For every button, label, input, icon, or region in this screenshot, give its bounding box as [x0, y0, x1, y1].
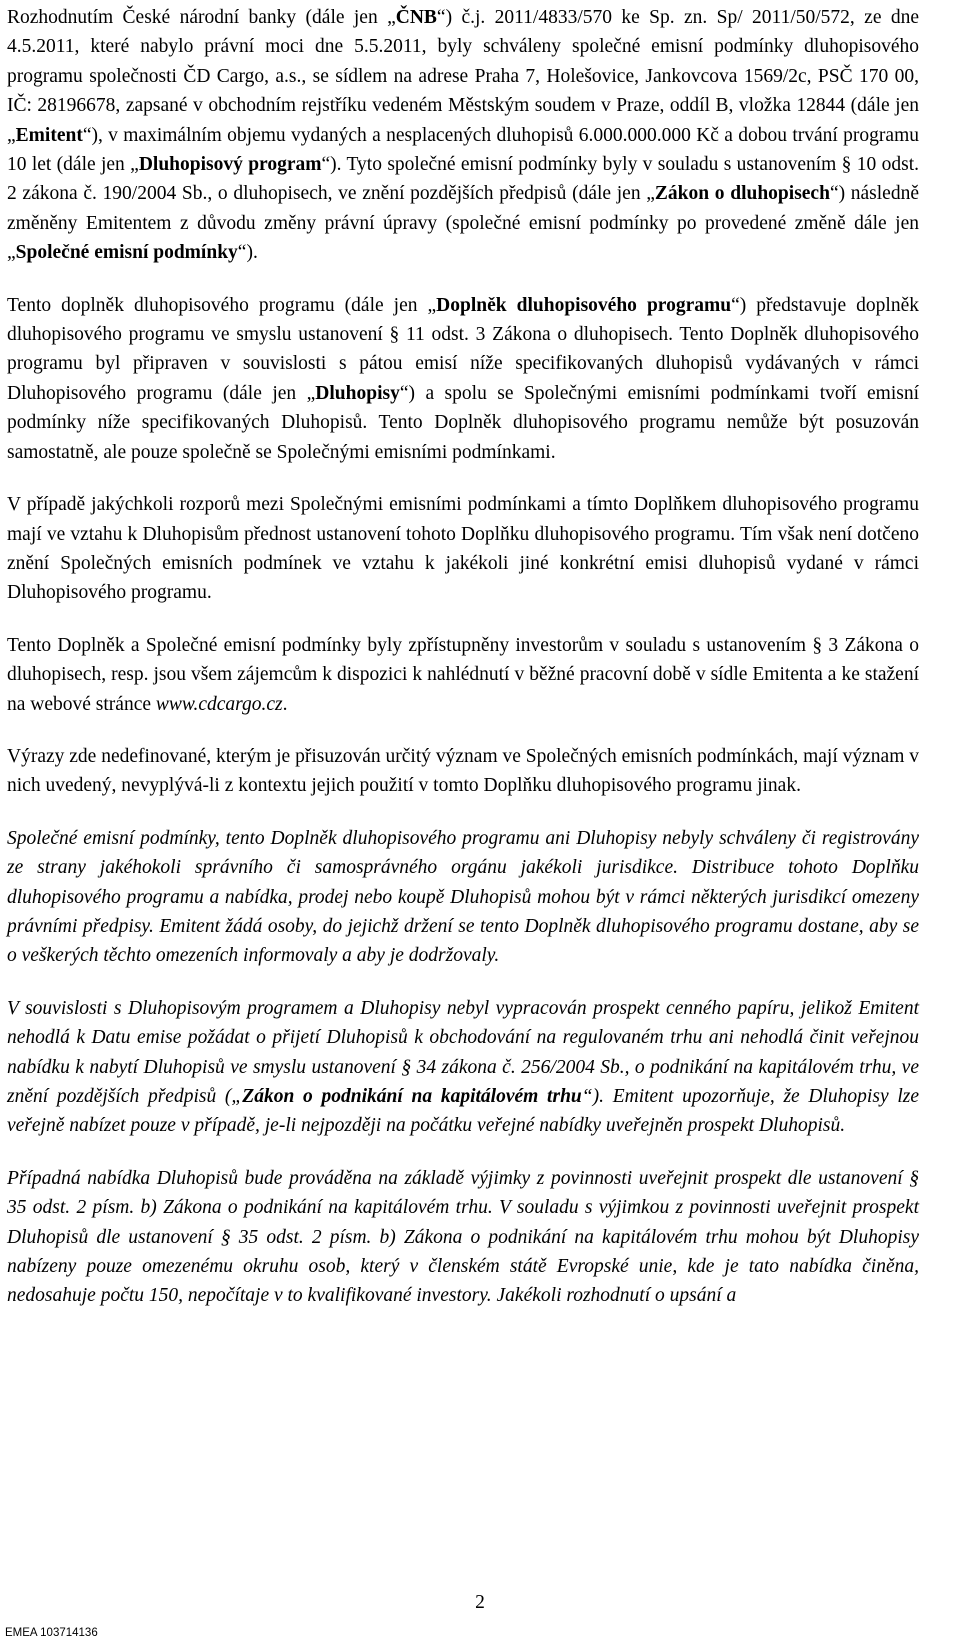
defined-term: Doplněk dluhopisového programu [436, 294, 732, 316]
paragraph-text: “). Tyto společné emisní podmínky byly v souladu s ustanovením § 10 odst. 2 zákona č. 190/2004 Sb., o dluhopisech, ve znění pozdějších předpisů (dále jen „ [7, 154, 919, 205]
paragraph-text: . [282, 693, 288, 715]
defined-term: Emitent [15, 124, 83, 146]
footer-document-code: EMEA 103714136 [5, 1627, 98, 1639]
paragraph-text: “), v maximálním objemu vydaných a nesplacených dluhopisů 6.000.000.000 Kč a dobou trvání programu 10 let (dále jen „ [7, 124, 919, 176]
paragraph-availability [7, 631, 919, 719]
paragraph-no-approval-notice [7, 824, 919, 971]
paragraph-text: Rozhodnutím České národní banky (dále jen „ [7, 7, 396, 28]
defined-term: ČNB [395, 7, 437, 28]
website-link-text: www.cdcargo.cz [155, 693, 283, 715]
defined-term: Zákon o podnikání na kapitálovém trhu [242, 1086, 582, 1107]
page-number: 2 [475, 1592, 485, 1613]
document-body [7, 3, 919, 1334]
paragraph-program-supplement [7, 291, 919, 467]
paragraph-text: Případná nabídka Dluhopisů bude prováděna na základě výjimky z povinnosti uveřejnit prospekt dle ustanovení § 35 odst. 2 písm. b) Zákona o podnikání na kapitálovém trhu. V souladu s výjimkou z povinnosti uveřejnit prospekt Dluhopisů dle ustanovení § 35 odst. 2 písm. b) Zákona o podnikání na kapitálovém trhu mohou být Dluhopisy nabízeny pouze omezenému okruhu osob, který v členském státě Evropské unie, kde je tato nabídka činěna, nedosahuje počtu 150, nepočítaje v to kvalifikované investory. Jakékoli rozhodnutí o upsání a [7, 1167, 919, 1307]
paragraph-cnb-approval [7, 3, 919, 268]
paragraph-text: Společné emisní podmínky, tento Doplněk dluhopisového programu ani Dluhopisy nebyly schváleny či registrovány ze strany jakéhokoli správního či samosprávného orgánu jakékoli jurisdikce. Distribuce tohoto Doplňku dluhopisového programu a nabídka, prodej nebo koupě Dluhopisů mohou být v rámci některých jurisdikcí omezeny právními předpisy. Emitent žádá osoby, do jejichž držení se tento Doplněk dluhopisového programu dostane, aby se o veškerých těchto omezeních informovaly a aby je dodržovaly. [7, 827, 919, 967]
paragraph-offer-exemption [7, 1164, 919, 1311]
paragraph-text: “). Emitent upozorňuje, že Dluhopisy lze veřejně nabízet pouze v případě, je-li nejpozději na počátku veřejné nabídky uveřejněn prospekt Dluhopisů. [7, 1086, 919, 1137]
paragraph-conflict-precedence [7, 490, 919, 608]
paragraph-text: “) č.j. 2011/4833/570 ke Sp. zn. Sp/ 2011/50/572, ze dne 4.5.2011, které nabylo právní moci dne 5.5.2011, byly schváleny společné emisní podmínky dluhopisového programu společnosti ČD Cargo, a.s., se sídlem na adrese Praha 7, Holešovice, Jankovcova 1569/2c, PSČ 170 00, IČ: 28196678, zapsané v obchodním rejstříku vedeném Městským soudem v Praze, oddíl B, vložka 12844 (dále jen „ [7, 7, 919, 146]
defined-term: Společné emisní podmínky [15, 242, 238, 264]
defined-term: Dluhopisový program [138, 154, 322, 176]
paragraph-text: “) představuje doplněk dluhopisového programu ve smyslu ustanovení § 11 odst. 3 Zákona o dluhopisech. Tento Doplněk dluhopisového programu byl připraven v souvislosti s pátou emisí níže specifikovaných dluhopisů vydávaných v rámci Dluhopisového programu (dále jen „ [7, 294, 919, 404]
paragraph-no-prospectus-notice [7, 994, 919, 1141]
paragraph-undefined-terms [7, 742, 919, 801]
defined-term: Dluhopisy [315, 382, 400, 404]
paragraph-text: “) následně změněny Emitentem z důvodu změny právní úpravy (společné emisní podmínky po provedené změně dále jen „ [7, 183, 919, 264]
paragraph-text: V souvislosti s Dluhopisovým programem a Dluhopisy nebyl vypracován prospekt cenného papíru, jelikož Emitent nehodlá k Datu emise požádat o přijetí Dluhopisů k obchodování na regulovaném trhu ani nehodlá činit veřejnou nabídku k nabytí Dluhopisů ve smyslu ustanovení § 34 zákona č. 256/2004 Sb., o podnikání na kapitálovém trhu, ve znění pozdějších předpisů („ [7, 997, 919, 1107]
paragraph-text: V případě jakýchkoli rozporů mezi Společnými emisními podmínkami a tímto Doplňkem dluhopisového programu mají ve vztahu k Dluhopisům přednost ustanovení tohoto Doplňku dluhopisového programu. Tím však není dotčeno znění Společných emisních podmínek ve vztahu k jakékoli jiné konkrétní emisi dluhopisů vydané v rámci Dluhopisového programu. [7, 494, 919, 604]
paragraph-text: “). [237, 242, 258, 264]
paragraph-text: Tento doplněk dluhopisového programu (dále jen „ [7, 294, 437, 316]
paragraph-text: “) a spolu se Společnými emisními podmínkami tvoří emisní podmínky níže specifikovaných Dluhopisů. Tento Doplněk dluhopisového programu nemůže být posuzován samostatně, ale pouze společně se Společnými emisními podmínkami. [7, 382, 919, 463]
paragraph-text: Tento Doplněk a Společné emisní podmínky byly zpřístupněny investorům v souladu s ustanovením § 3 Zákona o dluhopisech, resp. jsou všem zájemcům k dispozici k nahlédnutí v běžné pracovní době v sídle Emitenta a ke stažení na webové stránce [7, 634, 919, 715]
defined-term: Zákon o dluhopisech [654, 183, 830, 205]
paragraph-text: Výrazy zde nedefinované, kterým je přisuzován určitý význam ve Společných emisních podmínkách, mají význam v nich uvedený, nevyplývá-li z kontextu jejich použití v tomto Doplňku dluhopisového programu jinak. [7, 745, 919, 797]
